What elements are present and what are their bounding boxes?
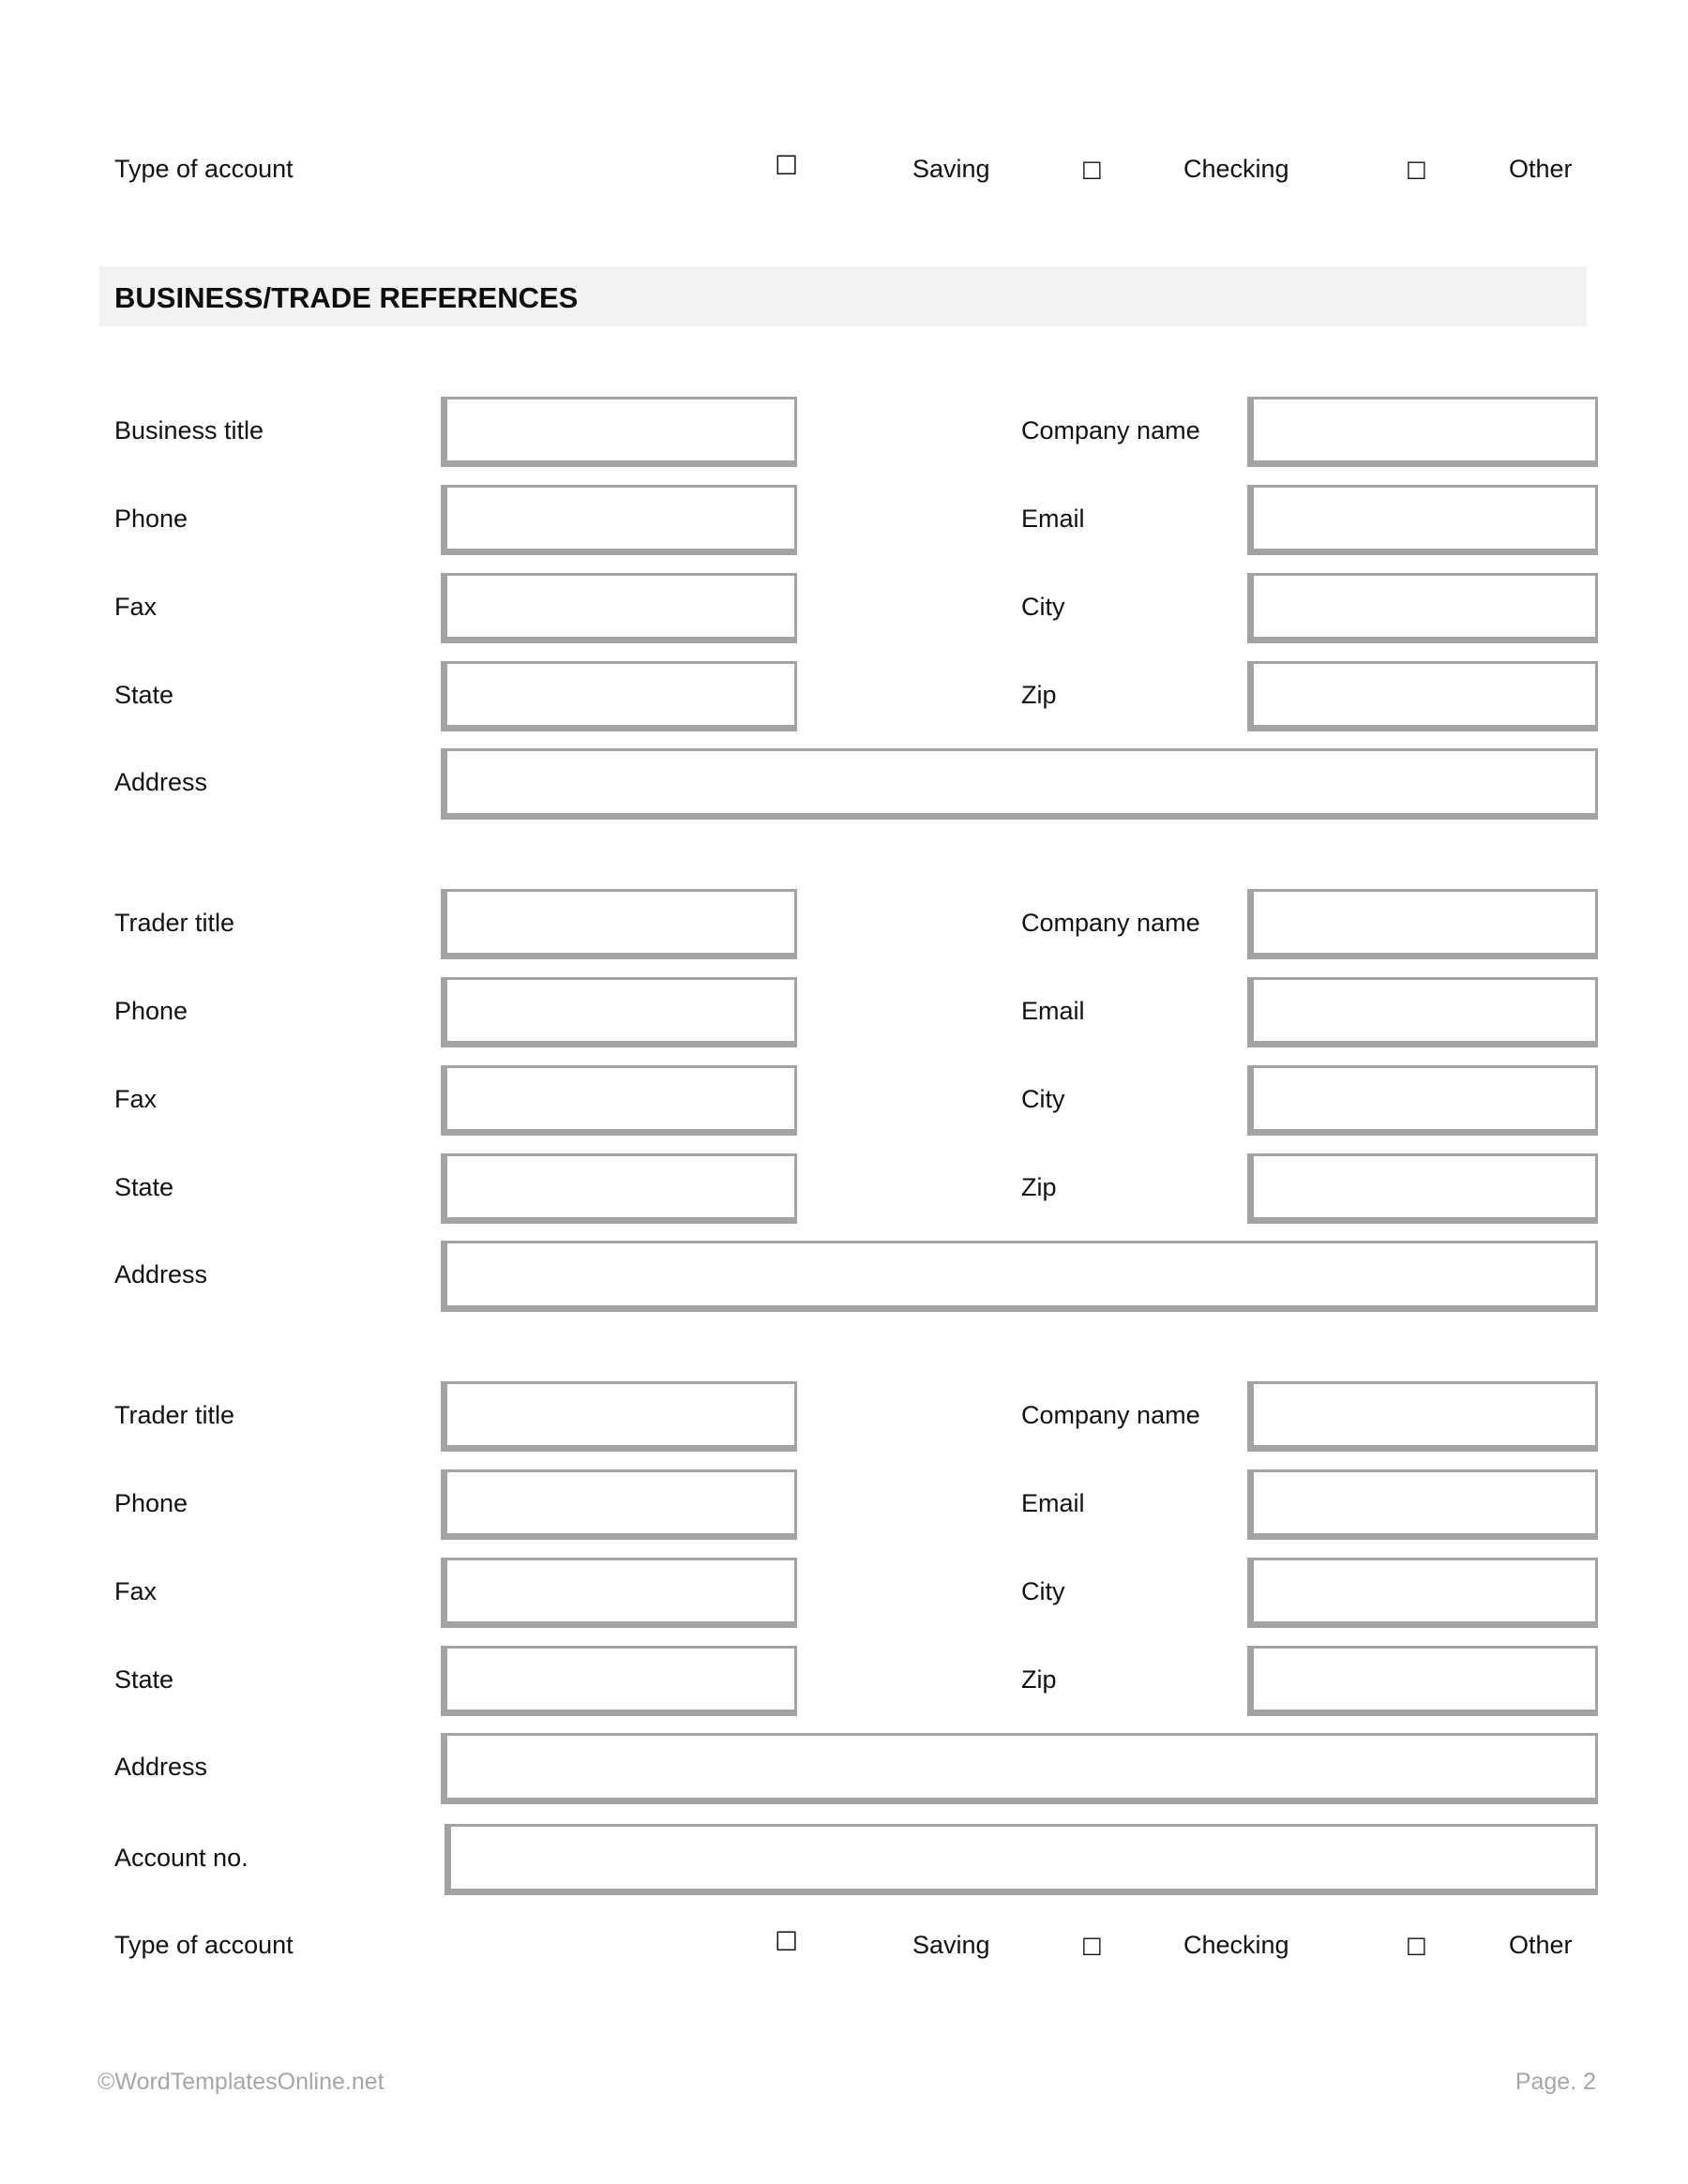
footer-copyright: ©WordTemplatesOnline.net [98, 2069, 384, 2095]
state-input[interactable] [441, 1646, 797, 1716]
fax-label: Fax [114, 1577, 158, 1605]
address-input[interactable] [441, 1241, 1598, 1312]
phone-input[interactable] [441, 977, 797, 1047]
phone-label: Phone [114, 1489, 188, 1517]
checking-checkbox[interactable]: □ [1081, 156, 1103, 182]
company-name-input[interactable] [1247, 889, 1598, 959]
address-input[interactable] [441, 748, 1598, 820]
city-label: City [1021, 1577, 1065, 1605]
zip-input[interactable] [1247, 661, 1598, 731]
saving-label: Saving [912, 155, 990, 183]
company-name-label: Company name [1021, 416, 1200, 444]
type-of-account-label: Type of account [114, 1931, 294, 1959]
company-name-label: Company name [1021, 1401, 1200, 1429]
saving-checkbox[interactable]: ☐ [775, 1926, 799, 1957]
fax-label: Fax [114, 593, 158, 621]
email-label: Email [1021, 1489, 1085, 1517]
fax-input[interactable] [441, 573, 797, 643]
other-checkbox[interactable]: □ [1406, 1932, 1427, 1958]
email-input[interactable] [1247, 1469, 1598, 1540]
phone-input[interactable] [441, 485, 797, 555]
zip-label: Zip [1021, 1173, 1057, 1201]
state-label: State [114, 1173, 174, 1201]
phone-input[interactable] [441, 1469, 797, 1540]
phone-label: Phone [114, 505, 188, 533]
checking-label: Checking [1183, 1931, 1289, 1959]
account-no-input[interactable] [445, 1824, 1598, 1895]
trader-title-label: Trader title [114, 1401, 235, 1429]
zip-input[interactable] [1247, 1646, 1598, 1716]
checking-label: Checking [1183, 155, 1289, 183]
state-label: State [114, 1665, 174, 1694]
address-input[interactable] [441, 1733, 1598, 1804]
checking-checkbox[interactable]: □ [1081, 1932, 1103, 1958]
city-label: City [1021, 1085, 1065, 1113]
business-title-label: Business title [114, 416, 264, 444]
state-label: State [114, 681, 174, 709]
other-checkbox[interactable]: □ [1406, 156, 1427, 182]
email-label: Email [1021, 505, 1085, 533]
section-title: BUSINESS/TRADE REFERENCES [114, 281, 579, 314]
email-input[interactable] [1247, 977, 1598, 1047]
company-name-label: Company name [1021, 909, 1200, 937]
trader-title-input[interactable] [441, 1381, 797, 1452]
city-label: City [1021, 593, 1065, 621]
footer-page-number: Page. 2 [1515, 2069, 1596, 2095]
company-name-input[interactable] [1247, 1381, 1598, 1452]
email-input[interactable] [1247, 485, 1598, 555]
zip-label: Zip [1021, 1665, 1057, 1694]
business-title-input[interactable] [441, 397, 797, 467]
company-name-input[interactable] [1247, 397, 1598, 467]
type-of-account-label: Type of account [114, 155, 294, 183]
city-input[interactable] [1247, 573, 1598, 643]
other-label: Other [1509, 1931, 1573, 1959]
address-label: Address [114, 1753, 208, 1781]
email-label: Email [1021, 997, 1085, 1025]
account-no-label: Account no. [114, 1844, 249, 1872]
zip-input[interactable] [1247, 1153, 1598, 1224]
address-label: Address [114, 768, 208, 796]
city-input[interactable] [1247, 1558, 1598, 1628]
fax-label: Fax [114, 1085, 158, 1113]
fax-input[interactable] [441, 1065, 797, 1136]
saving-label: Saving [912, 1931, 990, 1959]
phone-label: Phone [114, 997, 188, 1025]
fax-input[interactable] [441, 1558, 797, 1628]
other-label: Other [1509, 155, 1573, 183]
zip-label: Zip [1021, 681, 1057, 709]
section-header [99, 266, 1587, 326]
state-input[interactable] [441, 661, 797, 731]
address-label: Address [114, 1260, 208, 1288]
trader-title-input[interactable] [441, 889, 797, 959]
trader-title-label: Trader title [114, 909, 235, 937]
saving-checkbox[interactable]: ☐ [775, 150, 799, 181]
city-input[interactable] [1247, 1065, 1598, 1136]
state-input[interactable] [441, 1153, 797, 1224]
